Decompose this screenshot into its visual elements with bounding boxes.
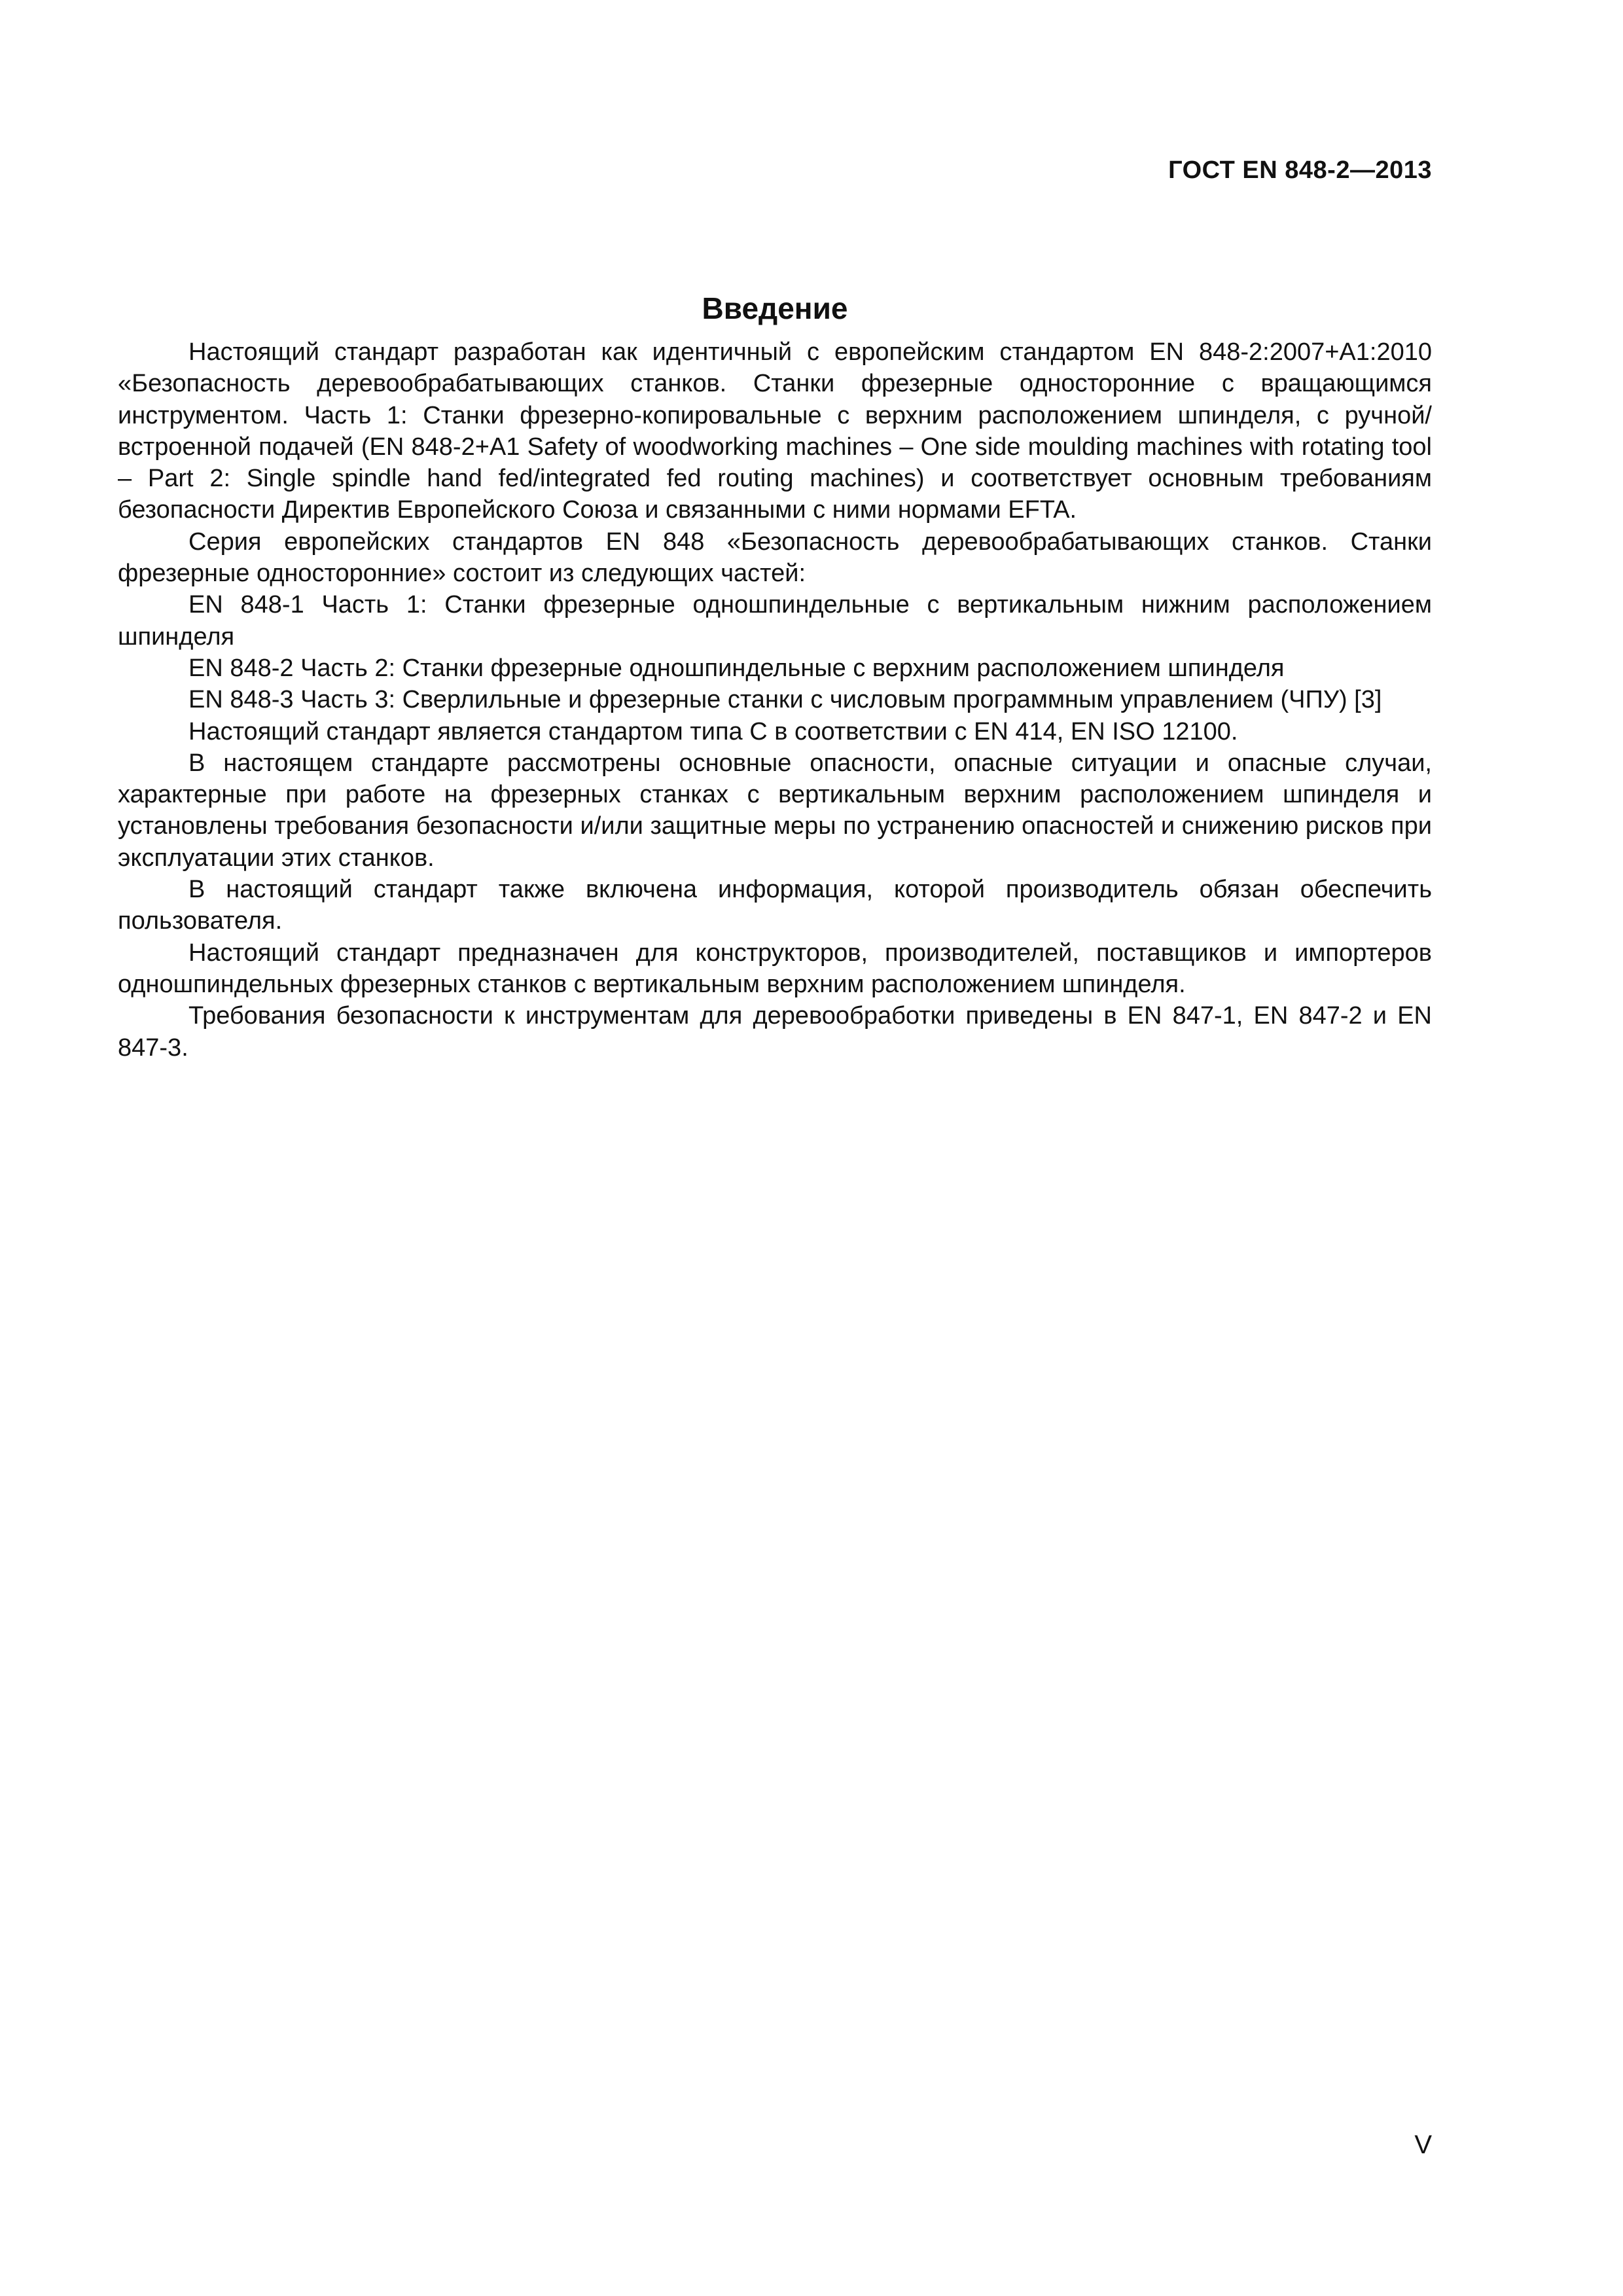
paragraph-series-intro: Серия европейских стандартов EN 848 «Безопасность деревообрабатывающих станков. Станки фрезерные односторонние» состоит из следующих частей: xyxy=(118,528,1432,588)
paragraph-tool-requirements: Требования безопасности к инструментам для деревообработки приведены в EN 847-1, EN 847-2 и EN 847-3. xyxy=(118,1002,1432,1062)
document-body xyxy=(118,336,1432,1064)
paragraph-part-1: EN 848-1 Часть 1: Станки фрезерные одношпиндельные с вертикальным нижним расположением шпинделя xyxy=(118,591,1432,651)
paragraph-audience: Настоящий стандарт предназначен для конструкторов, производителей, поставщиков и импортеров одношпиндельных фрезерных станков с вертикальным верхним расположением шпинделя. xyxy=(118,939,1432,998)
section-title: Введение xyxy=(702,291,848,325)
paragraph-identity: Настоящий стандарт разработан как идентичный с европейским стандартом EN 848-2:2007+A1:2010 «Безопасность деревообрабатывающих станков. Станки фрезерные односторонние с вращающимся инструментом. Часть 1: Станки фрезерно-копировальные с верхним расположением шпинделя, с ручной/встроенной подачей (EN 848-2+A1 Safety of woodworking machines – One side moulding machines with rotating tool – Part 2: Single spindle hand fed/integrated fed routing machines) и соответствует основным требованиям безопасности Директив Европейского Союза и связанными с ними нормами EFTA. xyxy=(118,338,1432,524)
paragraph-type-c: Настоящий стандарт является стандартом типа С в соответствии с EN 414, EN ISO 12100. xyxy=(188,717,1238,745)
paragraph-part-3: EN 848-3 Часть 3: Сверлильные и фрезерные станки с числовым программным управлением (ЧПУ) [3] xyxy=(188,686,1382,714)
page-number: V xyxy=(1414,2130,1432,2159)
paragraph-part-2: EN 848-2 Часть 2: Станки фрезерные одношпиндельные с верхним расположением шпинделя xyxy=(188,654,1285,682)
document-code-header: ГОСТ EN 848-2—2013 xyxy=(1168,156,1432,184)
paragraph-hazards: В настоящем стандарте рассмотрены основные опасности, опасные ситуации и опасные случаи, характерные при работе на фрезерных станках с вертикальным верхним расположением шпинделя и установлены требования безопасности и/или защитные меры по устранению опасностей и снижению рисков при эксплуатации этих станков. xyxy=(118,749,1432,872)
paragraph-user-information: В настоящий стандарт также включена информация, которой производитель обязан обеспечить пользователя. xyxy=(118,876,1432,935)
